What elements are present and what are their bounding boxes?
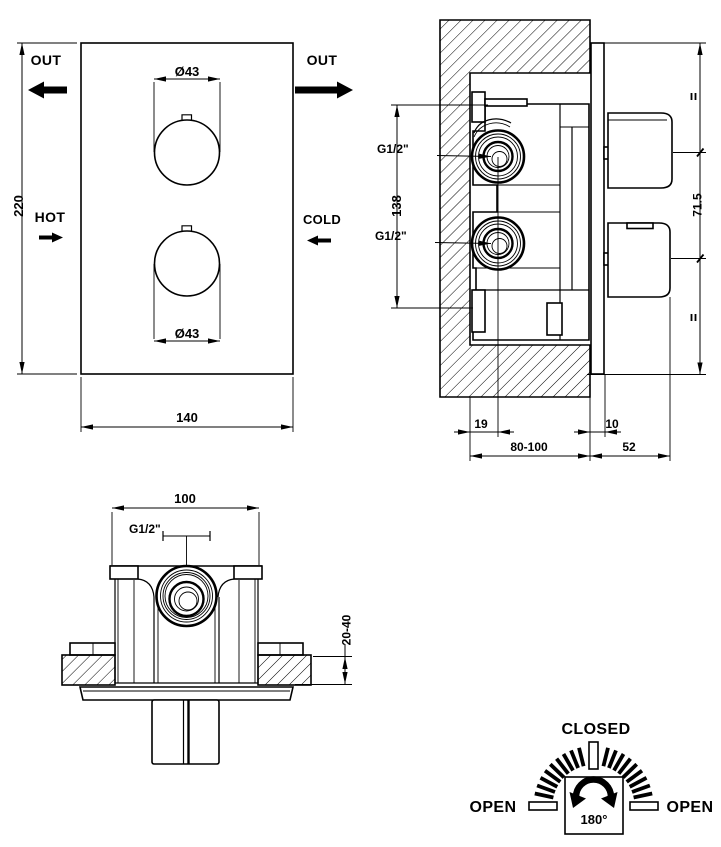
dim-text-depth-range: 80-100 bbox=[510, 440, 548, 454]
dim-text: 220 bbox=[11, 195, 26, 217]
dim-text-plate-offset: 10 bbox=[605, 417, 619, 431]
label-out-right: OUT bbox=[306, 52, 338, 68]
mounting-ears bbox=[70, 643, 303, 655]
top-view bbox=[62, 491, 354, 764]
label-cold: COLD bbox=[302, 212, 342, 227]
flange-and-stem bbox=[80, 687, 293, 764]
dim-text: G1/2" bbox=[375, 229, 407, 243]
label-open-right: OPEN bbox=[666, 799, 714, 816]
label-out-left: OUT bbox=[30, 52, 62, 68]
trim-plate-front bbox=[81, 43, 293, 374]
front-view bbox=[11, 43, 353, 432]
dim-text: Ø43 bbox=[174, 326, 200, 341]
rotation-dial bbox=[470, 721, 714, 834]
rough-in-body-section bbox=[472, 92, 589, 340]
wall-section-left bbox=[62, 655, 115, 685]
section-view bbox=[375, 20, 706, 461]
label-closed: CLOSED bbox=[561, 721, 631, 738]
dim-text: Ø43 bbox=[174, 64, 200, 79]
label-open-left: OPEN bbox=[469, 799, 517, 816]
wall-section-right bbox=[258, 655, 311, 685]
dim-text-center-offset: 19 bbox=[474, 417, 488, 431]
knob-bottom-section bbox=[604, 223, 670, 297]
dim-text: G1/2" bbox=[377, 142, 409, 156]
dim-handle-pitch bbox=[587, 43, 706, 375]
label-hot: HOT bbox=[34, 209, 66, 225]
trim-plate-section bbox=[591, 43, 604, 374]
handle-position-closed bbox=[589, 742, 598, 769]
dim-text: 71.5 bbox=[690, 193, 705, 217]
arrow-out-left-icon bbox=[28, 82, 67, 99]
label-rotation-angle: 180° bbox=[580, 812, 608, 827]
dim-text: 100 bbox=[174, 491, 196, 506]
handle-position-open-right bbox=[630, 802, 658, 810]
dim-text: 20-40 bbox=[339, 614, 354, 646]
arrow-hot-icon bbox=[39, 233, 63, 243]
dim-text: 138 bbox=[389, 195, 404, 217]
dim-text: 140 bbox=[176, 410, 198, 425]
dim-text-projection: 52 bbox=[622, 440, 636, 454]
arrow-cold-icon bbox=[307, 236, 331, 246]
rough-in-body-top bbox=[110, 566, 262, 683]
arrow-out-right-icon bbox=[295, 82, 353, 99]
dim-outlet-thread bbox=[129, 522, 210, 570]
dim-plate-width bbox=[81, 377, 293, 432]
handle-position-open-left bbox=[529, 802, 557, 810]
dim-text: G1/2" bbox=[129, 522, 161, 536]
knob-top-section bbox=[604, 113, 672, 188]
